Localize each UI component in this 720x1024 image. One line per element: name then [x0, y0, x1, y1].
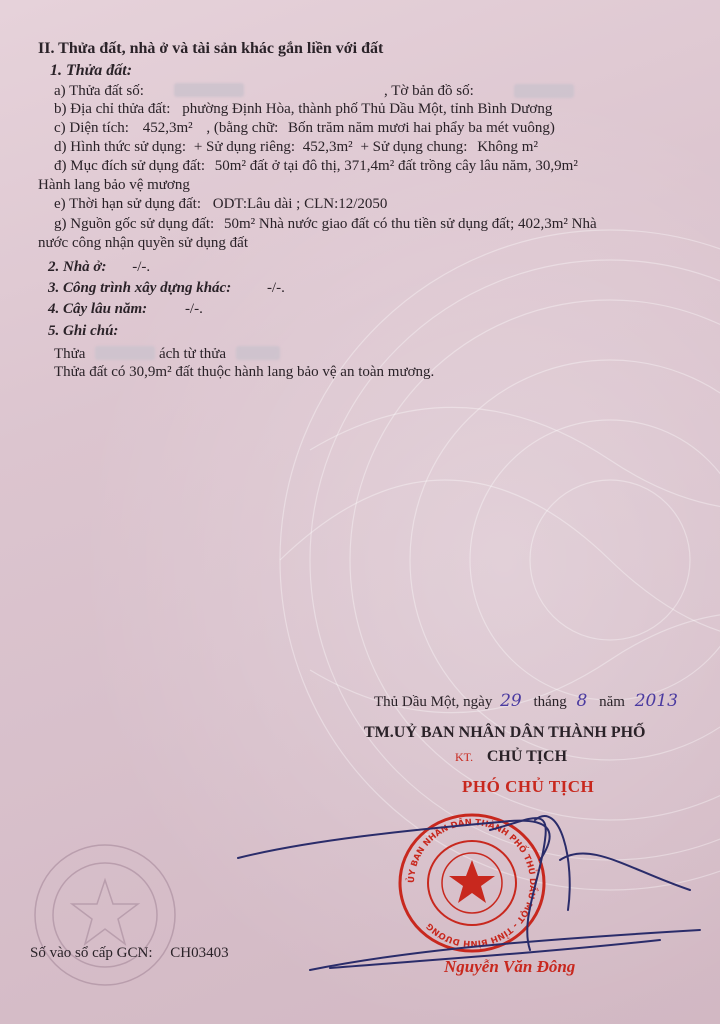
duration-row: [54, 195, 387, 213]
note-line-1: [54, 345, 280, 363]
note-line-1-start: Thửa: [54, 346, 86, 362]
address-row: [54, 100, 552, 118]
purpose-value-line1: 50m² đất ở tại đô thị, 371,4m² đất trồng cây lâu năm, 30,9m²: [214, 158, 578, 174]
area-words-value: Bốn trăm năm mươi hai phẩy ba mét vuông): [288, 120, 555, 136]
purpose-label: đ) Mục đích sử dụng đất:: [54, 158, 206, 174]
purpose-value-line2: Hành lang bảo vệ mương: [38, 177, 190, 193]
common-use-label: + Sử dụng chung:: [360, 139, 468, 155]
parcel-number-row: [54, 82, 474, 100]
area-row: [54, 119, 555, 137]
issue-date-row: [374, 692, 678, 711]
embossed-seal: [30, 840, 180, 990]
redacted-parcel-number: [174, 83, 244, 97]
purpose-row: [54, 157, 578, 175]
issue-year: 2013: [634, 691, 678, 711]
duration-value: ODT:Lâu dài ; CLN:12/2050: [212, 196, 388, 212]
address-label: b) Địa chỉ thửa đất:: [54, 101, 171, 117]
origin-value-line1: 50m² Nhà nước giao đất có thu tiền sử dụng đất; 402,3m² Nhà: [223, 216, 597, 232]
chairman-row: [455, 748, 567, 766]
note-line-2: Thửa đất có 30,9m² đất thuộc hành lang bảo vệ an toàn mương.: [54, 364, 435, 380]
issue-month: 8: [576, 691, 588, 711]
redacted-map-number: [514, 84, 574, 98]
area-label: c) Diện tích:: [54, 120, 129, 136]
other-works-row: [48, 279, 285, 297]
section-title: II. Thửa đất, nhà ở và tài sản khác gắn liền với đất: [38, 40, 384, 57]
certificate-number-label: Số vào sổ cấp GCN:: [30, 945, 153, 961]
note-line-1-mid: ách từ thửa: [158, 346, 227, 362]
house-title: 2. Nhà ở:: [48, 259, 107, 275]
origin-row: [54, 215, 597, 233]
area-value: 452,3m²: [142, 120, 193, 136]
issue-year-label: năm: [599, 694, 625, 710]
origin-label: g) Nguồn gốc sử dụng đất:: [54, 216, 215, 232]
chairman-title: CHỦ TỊCH: [486, 748, 568, 765]
redacted-parcel-ref: [95, 346, 155, 360]
parcel-number-label: a) Thửa đất số:: [54, 83, 144, 99]
other-works-value: -/-.: [266, 280, 285, 296]
notes-title: 5. Ghi chú:: [48, 323, 119, 339]
area-words-label: , (bằng chữ:: [206, 120, 279, 136]
handwritten-signature: [230, 800, 710, 980]
house-row: [48, 258, 150, 276]
map-sheet-label: , Tờ bản đồ số:: [384, 83, 474, 99]
issue-month-label: tháng: [533, 694, 567, 710]
redacted-parcel-ref-2: [236, 346, 280, 360]
issue-place-label: Thủ Dầu Một, ngày: [374, 694, 493, 710]
usage-form-label: d) Hình thức sử dụng:: [54, 139, 187, 155]
duration-label: e) Thời hạn sử dụng đất:: [54, 196, 202, 212]
perennial-title: 4. Cây lâu năm:: [48, 301, 148, 317]
perennial-row: [48, 300, 203, 318]
organization-title: TM.UỶ BAN NHÂN DÂN THÀNH PHỐ: [364, 724, 646, 741]
perennial-value: -/-.: [184, 301, 203, 317]
certificate-number-value: CH03403: [170, 945, 229, 961]
private-use-label: + Sử dụng riêng:: [193, 139, 296, 155]
signer-name: Nguyễn Văn Đông: [444, 957, 576, 976]
other-works-title: 3. Công trình xây dựng khác:: [48, 280, 232, 296]
origin-value-line2: nước công nhận quyền sử dụng đất: [38, 235, 248, 251]
vice-chairman-stamp: PHÓ CHỦ TỊCH: [462, 777, 595, 796]
private-use-value: 452,3m²: [302, 139, 353, 155]
usage-form-row: [54, 138, 538, 156]
kt-mark: KT.: [455, 750, 474, 764]
seal-text: ỦY BAN NHÂN DÂN THÀNH PHỐ THỦ DẦU MỘT - TỈNH BÌNH DƯƠNG: [406, 817, 538, 949]
address-value: phường Định Hòa, thành phố Thủ Dầu Một, tỉnh Bình Dương: [182, 101, 553, 117]
common-use-value: Không m²: [477, 139, 538, 155]
certificate-number-row: [30, 944, 229, 962]
house-value: -/-.: [132, 259, 151, 275]
issue-day: 29: [500, 691, 522, 711]
subsection-parcel-title: 1. Thửa đất:: [50, 62, 133, 79]
